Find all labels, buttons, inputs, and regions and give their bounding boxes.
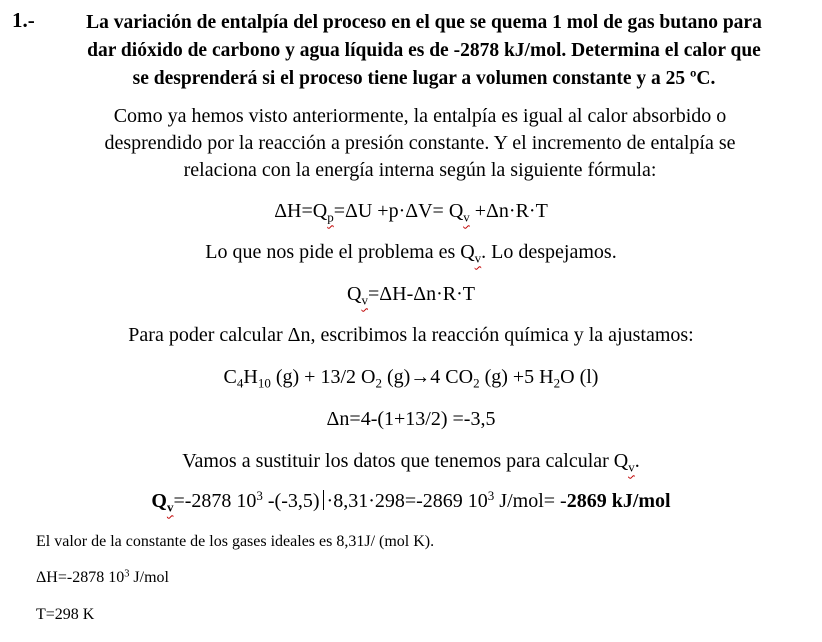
delta-n: Δn=4-(1+13/2) =-3,5 <box>326 408 496 430</box>
formula-text: ΔH=Q <box>274 200 328 222</box>
reaction-text: C <box>223 366 237 388</box>
result-text: Q <box>151 490 167 512</box>
reaction-text: 4 CO <box>430 366 474 388</box>
substitute-text: Vamos a sustituir los datos que tenemos para calcular Q <box>182 450 629 472</box>
subscript-v: v <box>361 292 368 308</box>
result-text: J/mol= - <box>494 490 567 512</box>
gas-constant-note: El valor de la constante de los gases ideales es 8,31J/ (mol K). <box>36 533 435 550</box>
reaction-text: (g) <box>381 366 411 388</box>
subscript-v: v <box>474 250 482 266</box>
ask-text: Lo que nos pide el problema es Q <box>205 241 475 263</box>
result-text: ·8,31·298=-2869 10 <box>326 490 488 512</box>
subscript: 4 <box>236 375 244 391</box>
formula-text: +Δn·R·T <box>469 200 548 222</box>
reaction-text: O (l) <box>560 366 599 388</box>
result-text: -(-3,5) <box>262 490 320 512</box>
superscript: 3 <box>487 487 495 503</box>
enthalpy-note <box>36 569 169 587</box>
reaction-intro: Para poder calcular Δn, escribimos la reacción química y la ajustamos: <box>128 324 694 346</box>
substitute-sentence <box>0 450 822 473</box>
intro-line: Como ya hemos visto anteriormente, la entalpía es igual al calor absorbido o <box>113 105 727 127</box>
subscript: 2 <box>473 375 480 391</box>
ask-sentence <box>0 241 822 264</box>
formula-text: =ΔU +p·ΔV= Q <box>333 200 464 222</box>
qv-formula <box>0 283 822 306</box>
note-text: ΔH=-2878 10 <box>36 569 125 586</box>
ask-text: . Lo despejamos. <box>481 241 617 263</box>
right-arrow-icon: → <box>410 366 431 388</box>
question-statement <box>44 9 804 93</box>
enthalpy-formula <box>0 200 822 223</box>
question-line: dar dióxido de carbono y agua líquida es de -2878 kJ/mol. Determina el calor que <box>87 40 761 61</box>
chemical-reaction <box>0 366 822 389</box>
subscript-p: p <box>327 209 334 225</box>
subscript-v: v <box>463 209 470 225</box>
reaction-text: (g) +5 H <box>479 366 554 388</box>
reaction-text: H <box>243 366 258 388</box>
final-answer: 2869 kJ/mol <box>566 490 671 512</box>
question-number: 1.- <box>12 8 35 32</box>
temperature-note: T=298 K <box>36 606 95 623</box>
formula-text: Q <box>347 283 362 305</box>
subscript-v: v <box>628 459 635 475</box>
intro-line: relaciona con la energía interna según la siguiente fórmula: <box>183 159 657 181</box>
subscript: 10 <box>257 375 271 391</box>
subscript: 2 <box>375 375 382 391</box>
subscript: 2 <box>553 375 561 391</box>
intro-line: desprendido por la reacción a presión constante. Y el incremento de entalpía se <box>104 132 736 154</box>
question-line: La variación de entalpía del proceso en el que se quema 1 mol de gas butano para <box>86 12 762 33</box>
formula-text: =ΔH-Δn·R·T <box>367 283 475 305</box>
superscript: 3 <box>124 568 130 580</box>
note-text: J/mol <box>129 569 169 586</box>
substitute-text: . <box>634 450 640 472</box>
intro-paragraph <box>60 103 780 184</box>
question-line: se desprenderá si el proceso tiene lugar a volumen constante y a 25 ºC. <box>132 68 716 89</box>
superscript: 3 <box>256 487 263 503</box>
result-line <box>0 487 822 515</box>
reaction-text: (g) + 13/2 O <box>270 366 376 388</box>
cursor-bar <box>323 490 324 510</box>
result-text: =-2878 10 <box>173 490 257 512</box>
subscript-v: v <box>166 499 174 515</box>
